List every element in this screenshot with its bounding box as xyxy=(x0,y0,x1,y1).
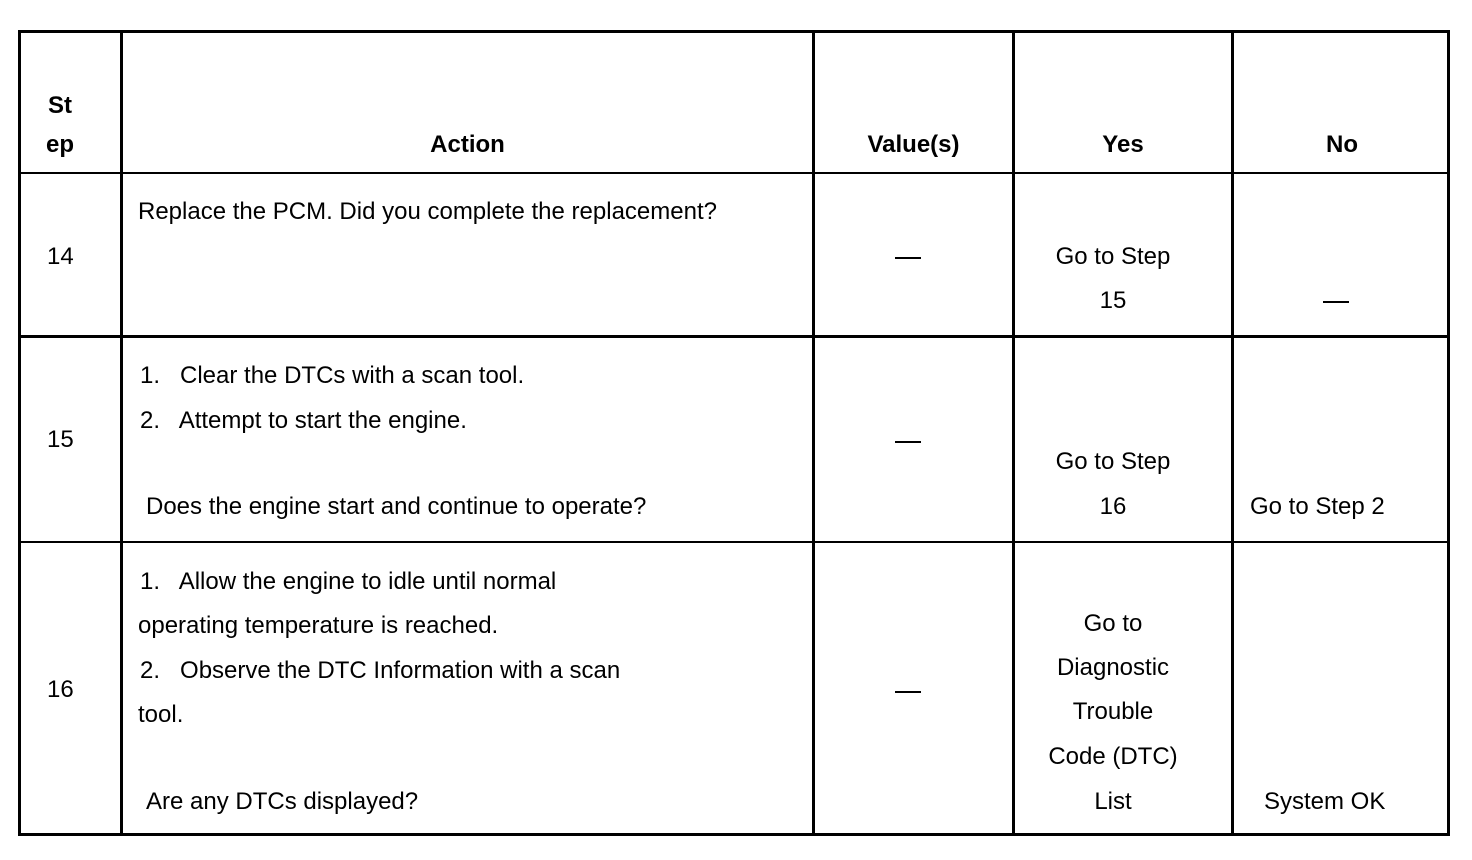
row-14-step: 14 xyxy=(47,243,74,270)
row-16-yes-line5: List xyxy=(1094,788,1132,815)
row-16-yes-line1: Go to xyxy=(1083,610,1143,637)
header-step-line1: St xyxy=(48,92,72,119)
row-14-value-dash xyxy=(895,257,921,259)
row-16-no: System OK xyxy=(1264,788,1386,815)
row-16-value-dash xyxy=(895,691,921,693)
row-16-action-line: operating temperature is reached. xyxy=(138,612,499,639)
row-divider xyxy=(21,541,1447,543)
row-14-yes-line2: 15 xyxy=(1099,287,1127,314)
header-yes: Yes xyxy=(1102,131,1144,158)
row-divider xyxy=(21,335,1447,338)
row-16-action-question: Are any DTCs displayed? xyxy=(146,788,419,815)
row-16-action-line: 1. Allow the engine to idle until normal xyxy=(140,568,557,595)
header-values: Value(s) xyxy=(867,131,960,158)
row-15-yes-line1: Go to Step xyxy=(1055,448,1171,475)
row-16-yes-line2: Diagnostic xyxy=(1056,654,1170,681)
row-14-yes-line1: Go to Step xyxy=(1055,243,1171,270)
row-15-step: 15 xyxy=(47,426,74,453)
row-15-yes-line2: 16 xyxy=(1099,493,1127,520)
row-16-step: 16 xyxy=(47,676,74,703)
row-14-no-dash xyxy=(1323,301,1349,303)
row-15-value-dash xyxy=(895,441,921,443)
row-16-action-line: 2. Observe the DTC Information with a scan xyxy=(140,657,621,684)
diagnostic-table xyxy=(18,30,1450,836)
row-15-no: Go to Step 2 xyxy=(1250,493,1385,520)
row-15-action-line: 2. Attempt to start the engine. xyxy=(140,407,467,434)
row-16-action-line: tool. xyxy=(138,701,184,728)
row-15-action-question: Does the engine start and continue to operate? xyxy=(146,493,647,520)
row-16-yes-line3: Trouble xyxy=(1072,698,1154,725)
header-no: No xyxy=(1326,131,1358,158)
row-14-action-line: Replace the PCM. Did you complete the replacement? xyxy=(138,198,717,225)
header-step-line2: ep xyxy=(46,131,75,158)
row-divider xyxy=(21,172,1447,174)
header-action: Action xyxy=(430,131,505,158)
row-15-action-line: 1. Clear the DTCs with a scan tool. xyxy=(140,362,525,389)
row-16-yes-line4: Code (DTC) xyxy=(1048,743,1178,770)
